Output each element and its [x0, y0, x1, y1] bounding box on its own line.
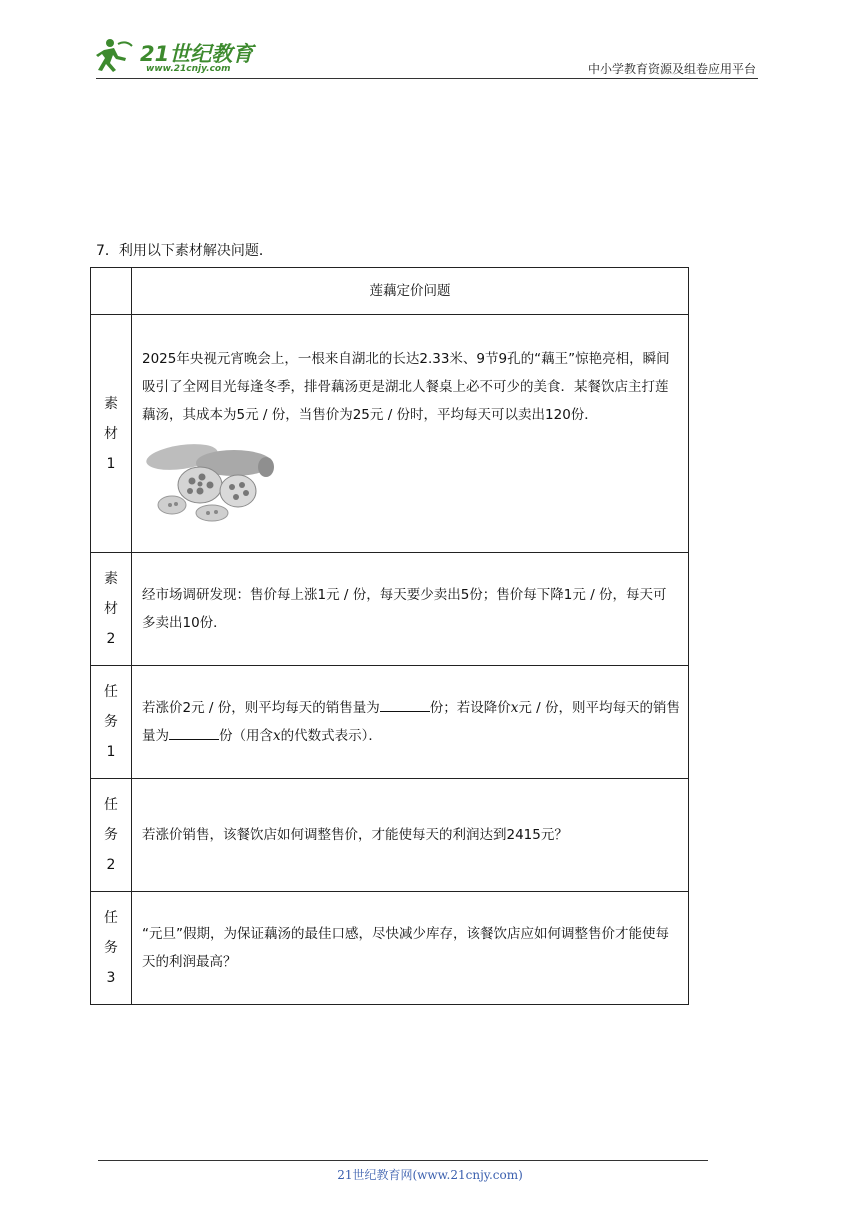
row-label	[91, 553, 132, 666]
row-content	[132, 779, 689, 892]
question-title: 7．利用以下素材解决问题．	[96, 243, 273, 259]
lotus-root-image	[142, 435, 276, 523]
task-3-text: “元旦”假期，为保证藕汤的最佳口感，尽快减少库存，该餐饮店应如何调整售价才能使每天的利润最高？	[142, 926, 669, 970]
platform-title: 中小学教育资源及组卷应用平台	[587, 62, 756, 76]
row-label	[91, 892, 132, 1005]
task-text-part: 若涨价2元 / 份，则平均每天的销售量为	[142, 700, 380, 716]
logo-text: 21世纪教育	[140, 42, 254, 66]
label-char: 任	[104, 910, 118, 926]
label-char: 2	[106, 857, 116, 873]
table-row	[91, 892, 689, 1005]
table-row	[91, 315, 689, 553]
label-char: 任	[104, 797, 118, 813]
task-text-part: 份；若设降价	[429, 700, 511, 716]
table-row	[91, 553, 689, 666]
page-header	[96, 30, 758, 80]
empty-corner-cell	[91, 268, 132, 315]
footer-divider	[98, 1160, 708, 1161]
task-2-text: 若涨价销售，该餐饮店如何调整售价，才能使每天的利润达到2415元？	[142, 827, 568, 843]
label-char: 材	[104, 601, 118, 617]
material-1-text: 2025年央视元宵晚会上，一根来自湖北的长达2.33米、9节9孔的“藕王”惊艳亮相，瞬间吸引了全网目光每逢冬季，排骨藕汤更是湖北人餐桌上必不可少的美食．某餐饮店主打莲藕汤，其成本为5元 / 份，当售价为25元 / 份时，平均每天可以卖出120份．	[142, 350, 670, 423]
row-label	[91, 666, 132, 779]
variable-x: x	[510, 700, 519, 716]
label-char: 务	[104, 940, 118, 956]
task-text-part: 份（用含	[219, 728, 273, 744]
task-text-part: 的代数式表示）．	[280, 728, 382, 744]
table-heading: 莲藕定价问题	[132, 268, 689, 315]
row-label	[91, 779, 132, 892]
table-row	[91, 779, 689, 892]
logo-url: www.21cnjy.com	[146, 64, 231, 74]
task-text-part: 元 / 份，则平均每天的销售量为	[142, 700, 680, 744]
label-char: 材	[104, 425, 118, 442]
label-char: 3	[106, 970, 116, 986]
label-char: 1	[106, 455, 116, 472]
row-content	[132, 666, 689, 779]
page-footer[interactable]: 21世纪教育网(www.21cnjy.com)	[337, 1168, 523, 1182]
row-content	[132, 553, 689, 666]
label-char: 务	[104, 714, 118, 730]
table-heading-row	[91, 268, 689, 315]
answer-blank[interactable]	[380, 697, 430, 712]
row-content	[132, 315, 689, 553]
task-1-text	[142, 694, 680, 750]
material-2-text: 经市场调研发现：售价每上涨1元 / 份，每天要少卖出5份；售价每下降1元 / 份，每天可多卖出10份．	[142, 587, 667, 631]
variable-x: x	[273, 728, 281, 744]
row-content	[132, 892, 689, 1005]
label-char: 务	[104, 827, 118, 843]
label-char: 素	[104, 571, 118, 587]
label-char: 1	[106, 744, 116, 760]
header-divider	[96, 78, 758, 79]
materials-table	[90, 267, 689, 1005]
answer-blank[interactable]	[169, 725, 219, 740]
label-char: 任	[104, 684, 118, 700]
label-char: 素	[104, 395, 118, 412]
table-row	[91, 666, 689, 779]
row-label	[91, 315, 132, 553]
label-char: 2	[106, 631, 116, 647]
